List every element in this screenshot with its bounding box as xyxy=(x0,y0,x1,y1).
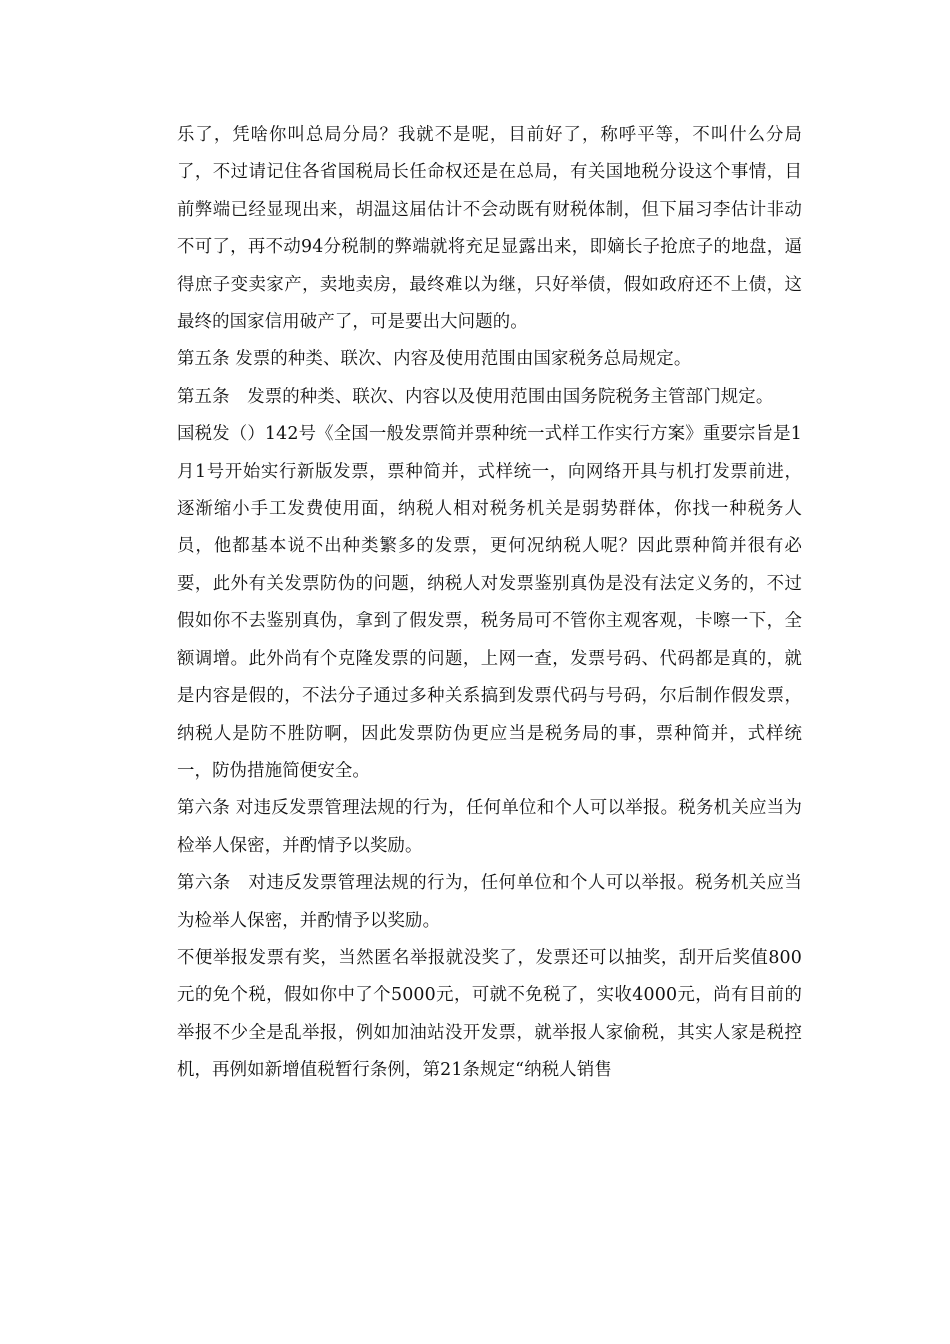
paragraph-article-5-new: 第五条 发票的种类、联次、内容以及使用范围由国务院税务主管部门规定。 xyxy=(177,386,774,407)
paragraph-article-6-new: 第六条 对违反发票管理法规的行为，任何单位和个人可以举报。税务机关应当为检举人保密，并酌情予以奖励。 xyxy=(177,873,802,931)
paragraph-commentary-tax-system: 乐了，凭啥你叫总局分局？我就不是呢，目前好了，称呼平等，不叫什么分局了，不过请记住各省国税局长任命权还是在总局，有关国地税分设这个事情，目前弊端已经显现出来，胡温这届估计不会动既有财税体制，但下届习李估计非动不可了，再不动94分税制的弊端就将充足显露出来，即嫡长子抢庶子的地盘，逼得庶子变卖家产，卖地卖房，最终难以为继，只好举债，假如政府还不上债，这最终的国家信用破产了，可是要出大问题的。 xyxy=(177,125,802,333)
document-body xyxy=(177,117,802,1090)
paragraph-commentary-invoice-simplification: 国税发（）142号《全国一般发票简并票种统一式样工作实行方案》重要宗旨是1月1号开始实行新版发票，票种简并，式样统一，向网络开具与机打发票前进，逐渐缩小手工发费使用面，纳税人相对税务机关是弱势群体，你找一种税务人员，他都基本说不出种类繁多的发票，更何况纳税人呢？因此票种简并很有必要，此外有关发票防伪的问题，纳税人对发票鉴别真伪是没有法定义务的，不过假如你不去鉴别真伪，拿到了假发票，税务局可不管你主观客观，卡嚓一下，全额调增。此外尚有个克隆发票的问题，上网一查，发票号码、代码都是真的，就是内容是假的，不法分子通过多种关系搞到发票代码与号码，尔后制作假发票，纳税人是防不胜防啊，因此发票防伪更应当是税务局的事，票种简并，式样统一，防伪措施简便安全。 xyxy=(177,424,802,781)
paragraph-article-6-old: 第六条 对违反发票管理法规的行为，任何单位和个人可以举报。税务机关应当为检举人保密，并酌情予以奖励。 xyxy=(177,798,802,856)
paragraph-article-5-old: 第五条 发票的种类、联次、内容及使用范围由国家税务总局规定。 xyxy=(177,349,692,370)
paragraph-commentary-reporting: 不便举报发票有奖，当然匿名举报就没奖了，发票还可以抽奖，刮开后奖值800元的免个税，假如你中了个5000元，可就不免税了，实收4000元，尚有目前的举报不少全是乱举报，例如加油站没开发票，就举报人家偷税，其实人家是税控机，再例如新增值税暂行条例，第21条规定“纳税人销售 xyxy=(177,947,802,1081)
